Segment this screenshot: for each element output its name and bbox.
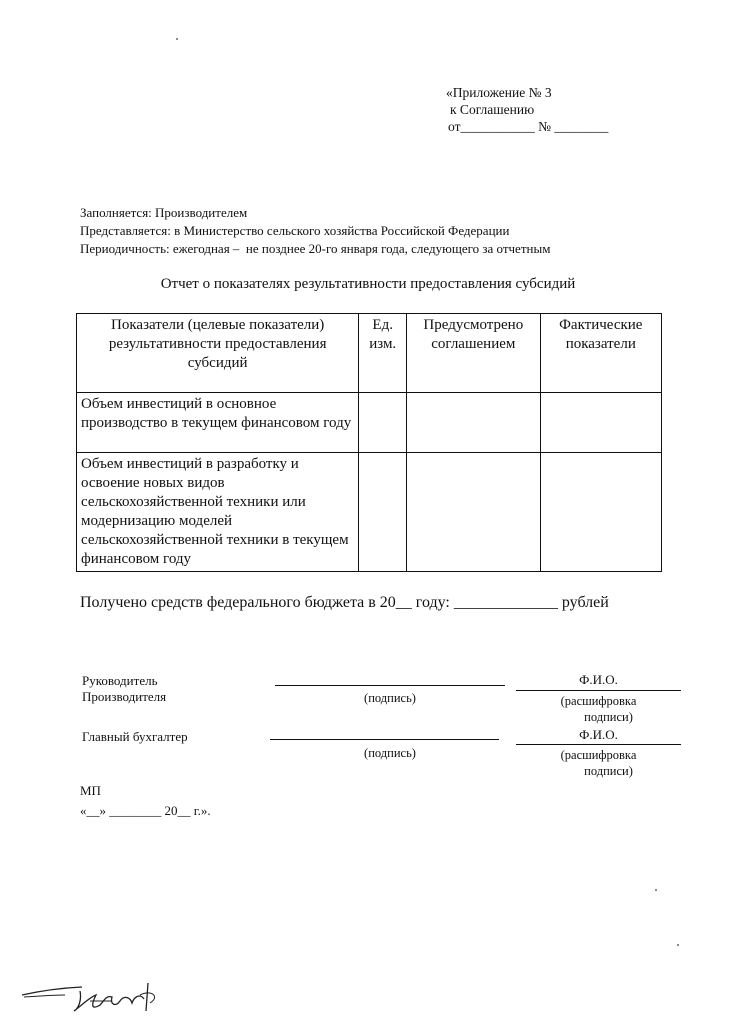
stamp-date-line: «__» ________ 20__ г.». [80, 803, 211, 818]
scan-speck [655, 889, 657, 891]
annex-date-number: от___________ № ________ [448, 119, 609, 134]
row-actual[interactable] [540, 453, 661, 572]
head-name-line[interactable] [516, 690, 681, 691]
submitted-to: Представляется: в Министерство сельского хозяйства Российской Федерации [80, 223, 510, 238]
row-planned[interactable] [407, 453, 540, 572]
handwritten-signature [20, 975, 220, 1023]
annex-header [446, 84, 608, 135]
table-header-row [77, 314, 662, 393]
head-label [82, 673, 166, 705]
annex-number: «Приложение № 3 [446, 85, 552, 100]
row-indicator: Объем инвестиций в разработку и освоение новых видов сельскохозяйственной техники или модернизацию моделей сельскохозяйственной техники в текущем финансовом году [77, 453, 359, 572]
indicators-table [76, 313, 662, 572]
row-indicator: Объем инвестиций в основное производство в текущем финансовом году [77, 393, 359, 453]
head-name: Ф.И.О. [579, 672, 618, 687]
stamp-block [80, 781, 211, 821]
accountant-name-line[interactable] [516, 744, 681, 745]
head-signature-line[interactable] [275, 685, 505, 686]
head-label-line2: Производителя [82, 689, 167, 704]
accountant-signature-caption: (подпись) [364, 746, 416, 760]
table-row [77, 453, 662, 572]
periodicity: Периодичность: ежегодная – не позднее 20-го января года, следующего за отчетным [80, 241, 551, 256]
accountant-label: Главный бухгалтер [82, 729, 188, 744]
stamp-mp: МП [80, 783, 101, 798]
report-title: Отчет о показателях результативности предоставления субсидий [160, 276, 576, 292]
row-unit[interactable] [359, 393, 407, 453]
federal-funds-line: Получено средств федерального бюджета в 20__ году: _____________ рублей [80, 594, 609, 611]
head-label-line1: Руководитель [82, 673, 158, 688]
header-planned: Предусмотрено соглашением [407, 314, 540, 393]
accountant-name-caption: (расшифровка подписи) [560, 748, 637, 778]
accountant-name: Ф.И.О. [579, 727, 618, 742]
header-actual: Фактические показатели [540, 314, 661, 393]
row-planned[interactable] [407, 393, 540, 453]
row-actual[interactable] [540, 393, 661, 453]
scan-speck [176, 38, 178, 40]
accountant-signature-line[interactable] [270, 739, 499, 740]
header-indicators: Показатели (целевые показатели) результативности предоставления субсидий [77, 314, 359, 393]
scan-speck [677, 944, 679, 946]
header-unit: Ед. изм. [359, 314, 407, 393]
annex-agreement: к Соглашению [450, 102, 535, 117]
filled-by: Заполняется: Производителем [80, 205, 248, 220]
head-name-caption: (расшифровка подписи) [560, 694, 637, 724]
table-row [77, 393, 662, 453]
form-meta [80, 204, 550, 258]
head-signature-caption: (подпись) [364, 691, 416, 705]
row-unit[interactable] [359, 453, 407, 572]
